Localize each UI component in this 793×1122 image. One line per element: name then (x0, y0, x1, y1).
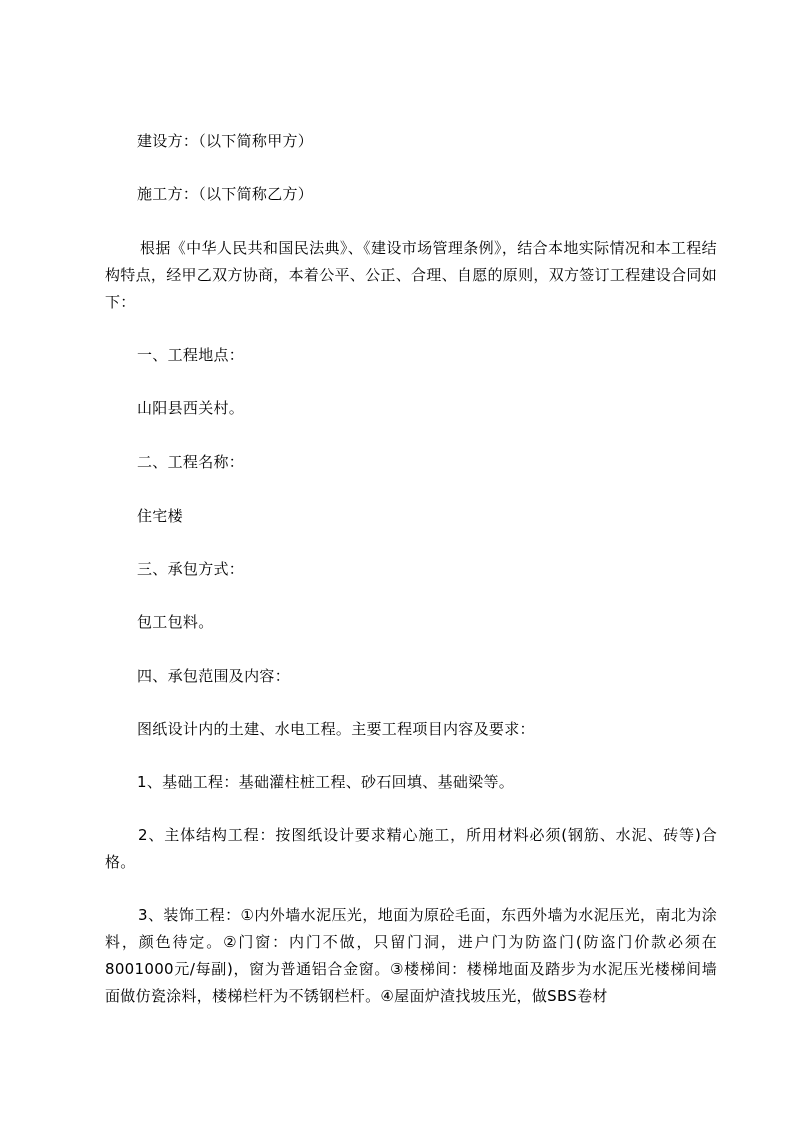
section-heading-scope: 四、承包范围及内容： (137, 667, 291, 685)
section-content-project-name: 住宅楼 (137, 507, 183, 525)
item-decoration: 3、装饰工程：①内外墙水泥压光，地面为原砼毛面，东西外墙为水泥压光，南北为涂料，颜色待定。②门窗：内门不做，只留门洞，进户门为防盗门(防盗门价款必须在8001000元/每副)，窗为普通铝合金窗。③楼梯间：楼梯地面及踏步为水泥压光楼梯间墙面做仿瓷涂料，楼梯栏杆为不锈钢栏杆。④屋面炉渣找坡压光，做SBS卷材 (105, 906, 717, 1005)
item-main-structure: 2、主体结构工程：按图纸设计要求精心施工，所用材料必须(钢筋、水泥、砖等)合格。 (105, 826, 717, 871)
section-content-location: 山阳县西关村。 (137, 399, 245, 417)
section-content-contract-mode: 包工包料。 (137, 613, 214, 631)
section-heading-location: 一、工程地点： (137, 346, 245, 364)
party-b-line: 施工方：（以下简称乙方） (137, 185, 314, 203)
section-heading-project-name: 二、工程名称： (137, 453, 245, 471)
section-content-scope: 图纸设计内的土建、水电工程。主要工程项目内容及要求： (137, 720, 535, 738)
item-foundation: 1、基础工程：基础灌柱桩工程、砂石回填、基础梁等。 (137, 773, 515, 791)
intro-paragraph: 根据《中华人民共和国民法典》、《建设市场管理条例》，结合本地实际情况和本工程结构特点，经甲乙双方协商，本着公平、公正、合理、自愿的原则，双方签订工程建设合同如下： (105, 239, 718, 311)
party-a-line: 建设方：（以下简称甲方） (137, 132, 314, 150)
section-heading-contract-mode: 三、承包方式： (137, 560, 245, 578)
